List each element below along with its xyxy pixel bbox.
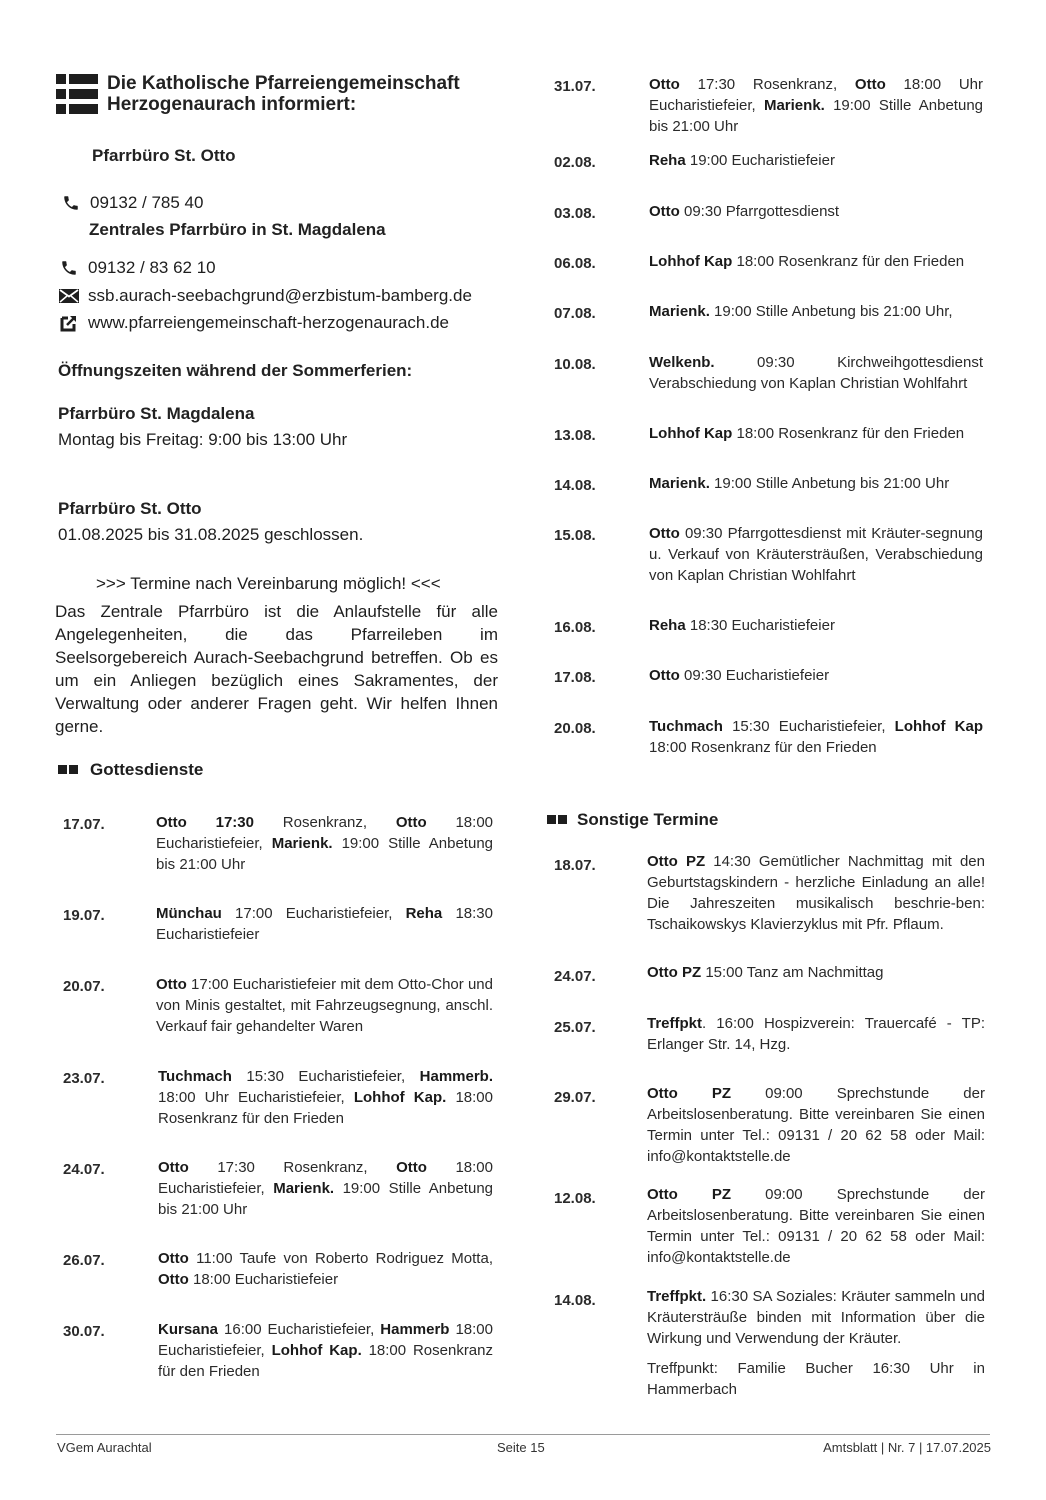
entry-location: Marienk. xyxy=(763,97,825,114)
entry-date: 18.07. xyxy=(554,857,596,874)
entry-description xyxy=(647,1013,985,1055)
entry-location: Treffpkt. xyxy=(647,1288,707,1305)
entry-text: 19:00 Stille Anbetung bis 21:00 Uhr xyxy=(156,835,494,873)
entry-text: 15:30 Eucharistiefeier, xyxy=(231,1068,420,1085)
section-label: Gottesdienste xyxy=(90,760,204,779)
entry-location: Reha xyxy=(649,152,686,169)
otto-hours-name: Pfarrbüro St. Otto xyxy=(58,499,202,518)
entry-date: 10.08. xyxy=(554,356,596,373)
entry-date: 20.08. xyxy=(554,720,596,737)
entry-text: 18:00 Eucharistiefeier, xyxy=(158,1159,493,1197)
square-bullet-icon xyxy=(58,765,67,774)
entry-location: Otto PZ xyxy=(647,964,702,981)
entry-text: 17:30 Rosenkranz, xyxy=(679,76,855,93)
entry-date: 24.07. xyxy=(554,968,596,985)
entry-description xyxy=(647,851,985,935)
entry-date: 29.07. xyxy=(554,1089,596,1106)
entry-text: 18:00 Rosenkranz für den Frieden xyxy=(732,253,965,270)
office-magdalena-phone xyxy=(58,257,216,278)
entry-description xyxy=(649,352,983,394)
entry-extra-note: Treffpunkt: Familie Bucher 16:30 Uhr in Hammerbach xyxy=(647,1360,985,1398)
entry-text: 16:00 Eucharistiefeier, xyxy=(218,1321,381,1338)
entry-date: 14.08. xyxy=(554,477,596,494)
entry-description xyxy=(649,301,983,324)
phone-number: 09132 / 785 40 xyxy=(90,193,204,212)
entry-location: Otto xyxy=(156,976,187,993)
magdalena-hours: Montag bis Freitag: 9:00 bis 13:00 Uhr xyxy=(58,430,348,449)
entry-date: 13.08. xyxy=(554,427,596,444)
entry-location: Otto xyxy=(395,814,427,831)
entry-description xyxy=(649,615,983,638)
website-link[interactable] xyxy=(58,312,449,333)
email-link[interactable] xyxy=(58,285,472,306)
schedule-entry xyxy=(63,1319,493,1382)
phone-icon xyxy=(60,194,82,212)
entry-description xyxy=(649,150,983,173)
entry-description xyxy=(649,523,983,586)
entry-location: Otto PZ xyxy=(647,853,706,870)
entry-description xyxy=(158,1157,493,1220)
entry-text: 17:00 Eucharistiefeier mit dem Otto-Chor und von Minis gestaltet, mit Fahrzeugsegnung, anschl. Verkauf fair gehandelter Waren xyxy=(156,976,493,1035)
entry-text: . 16:00 Hospizverein: Trauercafé - TP: Erlanger Str. 14, Hzg. xyxy=(647,1015,985,1053)
entry-date: 14.08. xyxy=(554,1292,596,1309)
entry-text: 18:00 Rosenkranz für den Frieden xyxy=(649,739,877,756)
entry-location: Marienk. xyxy=(271,835,333,852)
entry-date: 07.08. xyxy=(554,305,596,322)
entry-date: 03.08. xyxy=(554,205,596,222)
otto-hours: 01.08.2025 bis 31.08.2025 geschlossen. xyxy=(58,525,364,544)
entry-text: 11:00 Taufe von Roberto Rodriguez Motta, xyxy=(188,1250,493,1267)
entry-text: 18:30 Eucharistiefeier xyxy=(156,905,493,943)
schedule-entry xyxy=(554,716,983,758)
entry-text: 09:00 Sprechstunde der Arbeitslosenberatung. Bitte vereinbaren Sie einen Termin unter Tel.: 09131 / 20 62 58 oder Mail: info@kontaktstelle.de xyxy=(647,1085,985,1165)
entry-location: Otto xyxy=(649,76,680,93)
entry-date: 31.07. xyxy=(554,78,596,95)
entry-location: Lohhof Kap. xyxy=(353,1089,447,1106)
entry-date: 16.08. xyxy=(554,619,596,636)
entry-location: Otto xyxy=(158,1250,189,1267)
title-line-2: Herzogenaurach informiert: xyxy=(107,94,357,115)
entry-description xyxy=(156,812,493,875)
entry-text: 15:30 Eucharistiefeier, xyxy=(722,718,895,735)
schedule-entry xyxy=(554,615,983,638)
entry-location: Kursana xyxy=(158,1321,219,1338)
schedule-entry xyxy=(63,1066,493,1129)
schedule-entry xyxy=(554,352,983,394)
list-logo-icon xyxy=(56,74,98,114)
external-link-icon xyxy=(58,314,80,332)
website-url: www.pfarreiengemeinschaft-herzogenaurach.de xyxy=(88,313,449,332)
schedule-entry xyxy=(554,150,983,173)
entry-date: 25.07. xyxy=(554,1019,596,1036)
entry-text: 17:30 Rosenkranz, xyxy=(188,1159,397,1176)
entry-date: 26.07. xyxy=(63,1252,105,1269)
entry-location: Otto PZ xyxy=(647,1085,732,1102)
entry-location: Hammerb xyxy=(380,1321,450,1338)
appointment-note: >>> Termine nach Vereinbarung möglich! <<< xyxy=(96,574,441,593)
envelope-icon xyxy=(58,287,80,305)
office-otto-name: Pfarrbüro St. Otto xyxy=(92,146,236,165)
entry-description xyxy=(649,74,983,137)
section-label: Sonstige Termine xyxy=(577,810,719,829)
schedule-entry xyxy=(554,523,983,586)
schedule-entry xyxy=(554,851,985,935)
entry-location: Lohhof Kap. xyxy=(271,1342,362,1359)
entry-location: Otto xyxy=(649,525,680,542)
entry-description xyxy=(649,716,983,758)
schedule-entry xyxy=(554,251,983,274)
entry-text: 19:00 Stille Anbetung bis 21:00 Uhr xyxy=(649,97,984,135)
entry-text: 18:00 Rosenkranz für den Frieden xyxy=(732,425,965,442)
footer-divider xyxy=(56,1434,990,1435)
entry-text: Rosenkranz, xyxy=(254,814,396,831)
entry-location: Welkenb. xyxy=(649,354,715,371)
entry-location: Marienk. xyxy=(649,475,710,492)
entry-text: 18:00 Eucharistiefeier xyxy=(188,1271,339,1288)
entry-location: Reha xyxy=(405,905,443,922)
entry-text: 19:00 Stille Anbetung bis 21:00 Uhr xyxy=(158,1180,494,1218)
entry-text: 19:00 Stille Anbetung bis 21:00 Uhr xyxy=(709,475,950,492)
entry-location: Reha xyxy=(649,617,686,634)
entry-location: Marienk. xyxy=(649,303,710,320)
entry-text: 15:00 Tanz am Nachmittag xyxy=(701,964,884,981)
page-title xyxy=(107,73,460,115)
entry-date: 19.07. xyxy=(63,907,105,924)
footer-right: Amtsblatt | Nr. 7 | 17.07.2025 xyxy=(823,1440,991,1455)
schedule-entry xyxy=(554,1013,985,1055)
magdalena-hours-name: Pfarrbüro St. Magdalena xyxy=(58,404,255,423)
office-description: Das Zentrale Pfarrbüro ist die Anlaufstelle für alle Angelegenheiten, die das Pfarreileben im Seelsorgebereich Aurach-Seebachgrund betreffen. Ob es um ein Anliegen bezüglich eines Sakramentes, der Verwaltung oder anderer Fragen geht. Wir helfen Ihnen gerne. xyxy=(55,602,498,736)
entry-date: 23.07. xyxy=(63,1070,105,1087)
entry-description xyxy=(649,423,983,446)
entry-date: 17.08. xyxy=(554,669,596,686)
entry-date: 06.08. xyxy=(554,255,596,272)
entry-text: 09:30 Eucharistiefeier xyxy=(679,667,830,684)
entry-description xyxy=(647,1184,985,1268)
schedule-entry xyxy=(554,473,983,496)
entry-description xyxy=(649,473,983,496)
entry-location: Otto xyxy=(158,1159,189,1176)
entry-date: 17.07. xyxy=(63,816,105,833)
entry-date: 15.08. xyxy=(554,527,596,544)
entry-text: 18:00 Eucharistiefeier, xyxy=(156,814,493,852)
entry-date: 30.07. xyxy=(63,1323,105,1340)
office-magdalena-name: Zentrales Pfarrbüro in St. Magdalena xyxy=(89,220,386,239)
entry-text: 18:00 Uhr Eucharistiefeier, xyxy=(649,76,983,114)
entry-date: 12.08. xyxy=(554,1190,596,1207)
footer-page-number: Seite 15 xyxy=(497,1440,545,1455)
entry-description xyxy=(649,665,983,688)
schedule-entry xyxy=(63,1157,493,1220)
entry-date: 02.08. xyxy=(554,154,596,171)
entry-location: Hammerb. xyxy=(419,1068,493,1085)
entry-text: 16:30 SA Soziales: Kräuter sammeln und Kräutersträuße binden mit Information über die Wirkung und Verwendung der Kräuter. xyxy=(647,1288,985,1347)
entry-text: 18:00 Eucharistiefeier, xyxy=(158,1321,493,1359)
entry-location: Otto PZ xyxy=(647,1186,732,1203)
entry-description xyxy=(158,1248,493,1290)
entry-location: Otto 17:30 xyxy=(156,814,254,831)
entry-text: 18:30 Eucharistiefeier xyxy=(685,617,835,634)
entry-text: 18:00 Rosenkranz für den Frieden xyxy=(158,1089,493,1127)
entry-text: 09:00 Sprechstunde der Arbeitslosenberatung. Bitte vereinbaren Sie einen Termin unter Tel.: 09131 / 20 62 58 oder Mail: info@kontaktstelle.de xyxy=(647,1186,985,1266)
schedule-entry xyxy=(554,1184,985,1268)
entry-location: Otto xyxy=(854,76,886,93)
entry-description xyxy=(649,201,983,224)
schedule-entry xyxy=(63,903,493,945)
entry-location: Tuchmach xyxy=(649,718,723,735)
entry-location: Otto xyxy=(396,1159,427,1176)
entry-location: Tuchmach xyxy=(158,1068,232,1085)
entry-text: 14:30 Gemütlicher Nachmittag mit den Geburtstagskindern - herzliche Einladung an alle! Die Jahreszeiten musikalisch beschrie-ben: Tschaikowskys Klavierzyklus mit Pfr. Pflaum. xyxy=(647,853,985,933)
entry-location: Marienk. xyxy=(273,1180,335,1197)
square-bullet-icon xyxy=(547,815,556,824)
entry-text: 18:00 Uhr Eucharistiefeier, xyxy=(158,1089,354,1106)
email-address: ssb.aurach-seebachgrund@erzbistum-bamberg.de xyxy=(88,286,472,305)
title-line-1: Die Katholische Pfarreiengemeinschaft xyxy=(107,73,460,94)
entry-description xyxy=(156,903,493,945)
entry-location: Lohhof Kap xyxy=(894,718,983,735)
entry-description xyxy=(158,1066,493,1129)
schedule-entry xyxy=(554,1286,985,1400)
entry-date: 20.07. xyxy=(63,978,105,995)
phone-icon xyxy=(58,259,80,277)
entry-location: Münchau xyxy=(156,905,222,922)
schedule-entry xyxy=(554,665,983,688)
section-heading-sonstige xyxy=(547,809,718,830)
entry-text: 19:00 Stille Anbetung bis 21:00 Uhr, xyxy=(709,303,953,320)
entry-location: Treffpkt xyxy=(647,1015,703,1032)
schedule-entry xyxy=(554,1083,985,1167)
phone-number: 09132 / 83 62 10 xyxy=(88,258,216,277)
hours-heading: Öffnungszeiten während der Sommerferien: xyxy=(58,361,413,380)
schedule-entry xyxy=(554,962,985,987)
schedule-entry xyxy=(554,301,983,324)
square-bullet-icon xyxy=(558,815,567,824)
schedule-entry xyxy=(63,974,493,1037)
entry-location: Otto xyxy=(649,667,680,684)
entry-text: 19:00 Eucharistiefeier xyxy=(685,152,835,169)
schedule-entry xyxy=(554,74,983,137)
entry-date: 24.07. xyxy=(63,1161,105,1178)
entry-text: 09:30 Kirchweihgottesdienst Verabschiedung von Kaplan Christian Wohlfahrt xyxy=(649,354,983,392)
entry-text: 09:30 Pfarrgottesdienst mit Kräuter-segnung u. Verkauf von Kräutersträußen, Verabschiedung von Kaplan Christian Wohlfahrt xyxy=(649,525,983,584)
section-heading-gottesdienste xyxy=(58,759,203,780)
entry-location: Otto xyxy=(158,1271,189,1288)
entry-description xyxy=(647,962,985,987)
entry-description xyxy=(649,251,983,274)
entry-description xyxy=(647,1083,985,1167)
entry-location: Lohhof Kap xyxy=(649,425,733,442)
entry-text: 09:30 Pfarrgottesdienst xyxy=(679,203,840,220)
schedule-entry xyxy=(63,812,493,875)
office-otto-phone xyxy=(60,192,203,213)
entry-text: 18:00 Rosenkranz für den Frieden xyxy=(158,1342,493,1380)
entry-location: Otto xyxy=(649,203,680,220)
footer-left: VGem Aurachtal xyxy=(57,1440,152,1455)
schedule-entry xyxy=(554,201,983,224)
entry-location: Lohhof Kap xyxy=(649,253,733,270)
schedule-entry xyxy=(63,1248,493,1290)
square-bullet-icon xyxy=(69,765,78,774)
entry-description xyxy=(156,974,493,1037)
entry-description xyxy=(647,1286,985,1400)
entry-description xyxy=(158,1319,493,1382)
schedule-entry xyxy=(554,423,983,446)
entry-text: 17:00 Eucharistiefeier, xyxy=(221,905,406,922)
